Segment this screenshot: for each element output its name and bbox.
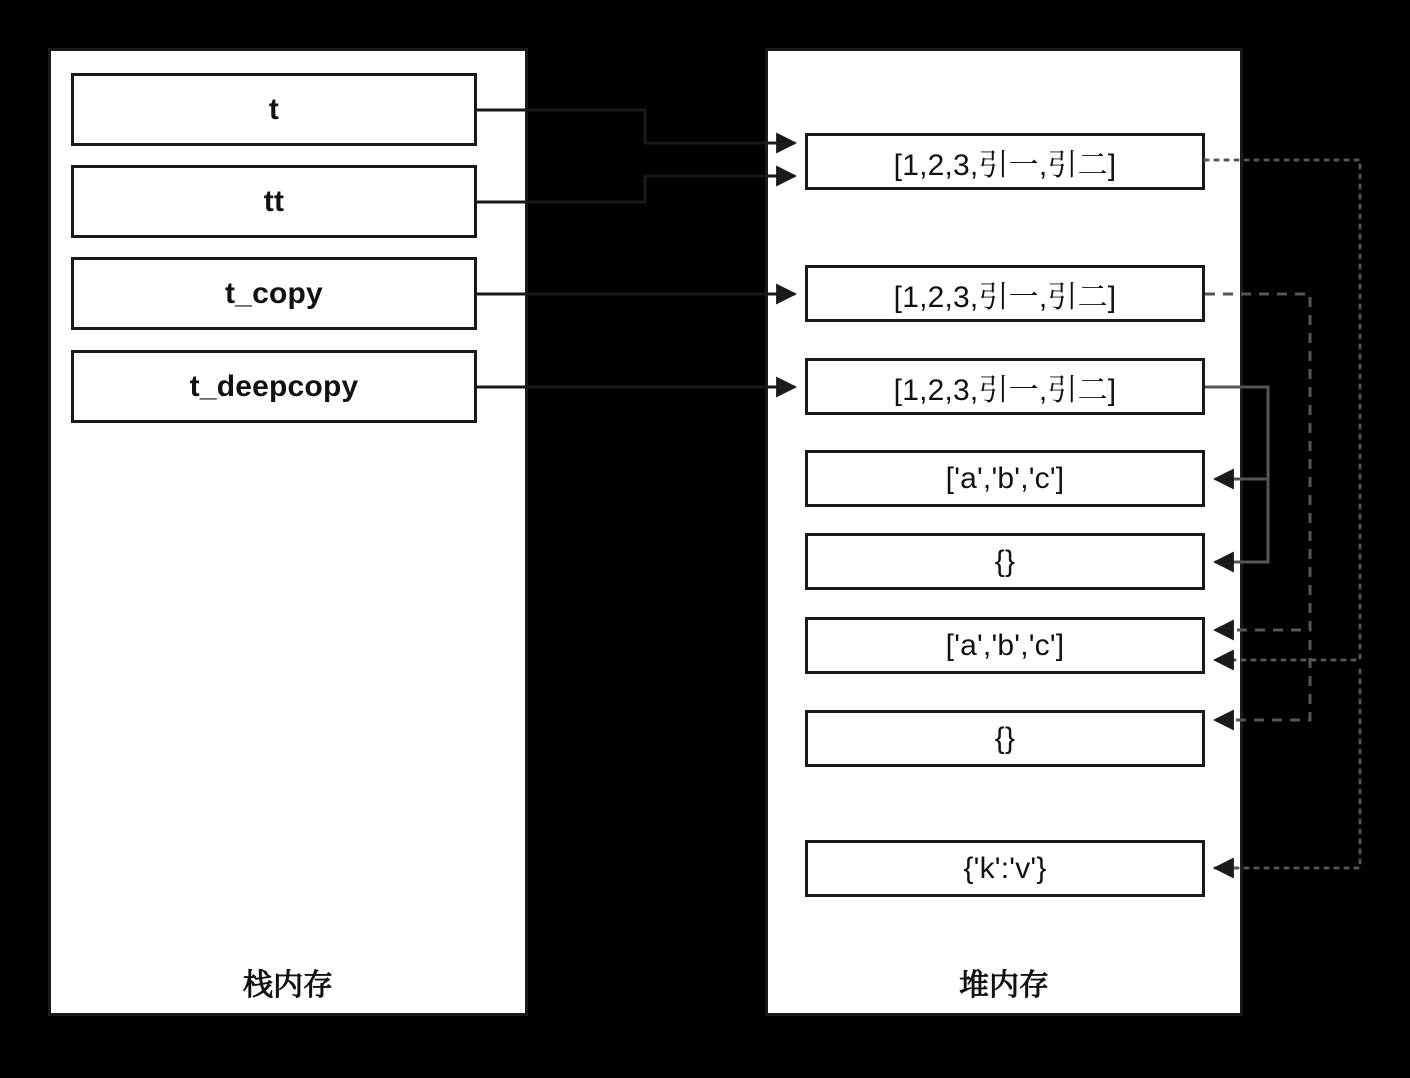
heap-object-0: [1,2,3,引一,引二] [805, 133, 1205, 190]
stack-memory-label: 栈内存 [243, 969, 333, 1002]
heap-object-4: {} [805, 533, 1205, 590]
heap-object-7: {'k':'v'} [805, 840, 1205, 897]
heap-object-6: {} [805, 710, 1205, 767]
stack-var-tt: tt [71, 165, 477, 238]
stack-var-t: t [71, 73, 477, 146]
heap-memory-label: 堆内存 [959, 969, 1049, 1002]
heap-object-5: ['a','b','c'] [805, 617, 1205, 674]
stack-var-t-copy: t_copy [71, 257, 477, 330]
heap-object-3: ['a','b','c'] [805, 450, 1205, 507]
stack-var-t-deepcopy: t_deepcopy [71, 350, 477, 423]
heap-object-1: [1,2,3,引一,引二] [805, 265, 1205, 322]
heap-object-2: [1,2,3,引一,引二] [805, 358, 1205, 415]
